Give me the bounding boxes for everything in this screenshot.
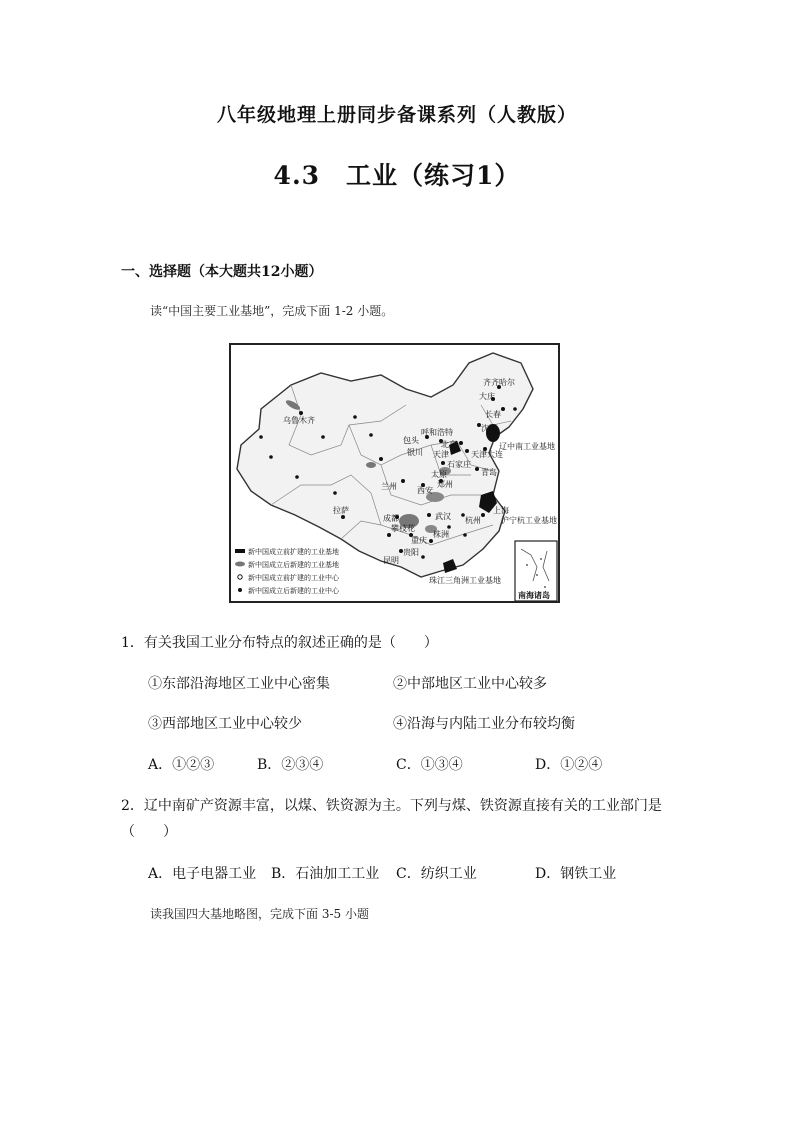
label-zhuzhou: 株洲 bbox=[433, 530, 449, 539]
label-qingdao: 青岛 bbox=[481, 468, 497, 477]
question-2-stem: 2．辽中南矿产资源丰富，以煤、铁资源为主。下列与煤、铁资源直接有关的工业部门是 bbox=[121, 798, 662, 814]
question-1-stem: 1．有关我国工业分布特点的叙述正确的是（ ） bbox=[121, 635, 438, 651]
label-tianjin-2: 天津 bbox=[471, 450, 487, 459]
label-changchun: 长春 bbox=[485, 410, 501, 419]
q1-statement-3: ③西部地区工业中心较少 bbox=[148, 716, 302, 732]
label-shenyang: 沈阳 bbox=[481, 424, 497, 433]
label-hangzhou: 杭州 bbox=[465, 516, 481, 525]
legend-item-2: 新中国成立后新建的工业基地 bbox=[248, 561, 339, 569]
q1-statement-1: ①东部沿海地区工业中心密集 bbox=[148, 676, 330, 692]
series-title: 八年级地理上册同步备课系列（人教版） bbox=[216, 104, 577, 126]
label-lanzhou: 兰州 bbox=[381, 482, 397, 491]
label-beijing: 北京 bbox=[441, 440, 457, 449]
legend-item-3: 新中国成立前扩建的工业中心 bbox=[248, 574, 339, 582]
map-legend bbox=[235, 547, 340, 595]
label-huning: 沪宁杭工业基地 bbox=[501, 516, 557, 525]
label-hohhot: 呼和浩特 bbox=[421, 428, 453, 437]
label-dalian: 大连 bbox=[487, 450, 503, 459]
q2-option-a[interactable]: A．电子电器工业 bbox=[148, 866, 257, 882]
label-zhengzhou: 郑州 bbox=[437, 480, 453, 489]
china-industrial-map bbox=[229, 343, 560, 603]
lesson-title: 4.3 工业（练习1） bbox=[273, 161, 521, 190]
legend-item-1: 新中国成立前扩建的工业基地 bbox=[248, 548, 339, 556]
label-xian: 西安 bbox=[417, 486, 433, 495]
q1-statement-2: ②中部地区工业中心较多 bbox=[393, 676, 547, 692]
label-guiyang: 贵阳 bbox=[403, 548, 419, 557]
label-shanghai: 上海 bbox=[493, 506, 509, 515]
label-wuhan: 武汉 bbox=[435, 512, 451, 521]
label-south-sea: 南海诸岛 bbox=[518, 591, 550, 600]
label-baotou: 包头 bbox=[403, 436, 419, 445]
label-chengdu: 成都 bbox=[383, 514, 399, 523]
label-tianjin: 天津 bbox=[433, 450, 449, 459]
q1-option-d[interactable]: D．①②④ bbox=[535, 757, 603, 773]
label-shijiazhuang: 石家庄 bbox=[447, 460, 471, 469]
label-urumqi: 乌鲁木齐 bbox=[283, 416, 315, 425]
q2-option-b[interactable]: B．石油加工工业 bbox=[271, 866, 380, 882]
question-2-stem-cont: （ ） bbox=[121, 824, 177, 840]
label-daqing: 大庆 bbox=[479, 392, 495, 401]
q1-option-b[interactable]: B．②③④ bbox=[257, 757, 324, 773]
label-pearl-base: 珠江三角洲工业基地 bbox=[429, 576, 501, 585]
label-panzhihua: 攀枝花 bbox=[391, 524, 415, 533]
map-drawing bbox=[231, 345, 558, 601]
q1-option-c[interactable]: C．①③④ bbox=[396, 757, 463, 773]
label-taiyuan: 太原 bbox=[431, 470, 447, 479]
legend-item-4: 新中国成立后新建的工业中心 bbox=[248, 587, 339, 595]
label-lhasa: 拉萨 bbox=[333, 506, 349, 515]
label-kunming: 昆明 bbox=[383, 556, 399, 565]
instruction-1: 读“中国主要工业基地”，完成下面 1-2 小题。 bbox=[150, 304, 394, 318]
label-yinchuan: 银川 bbox=[407, 448, 423, 457]
q2-option-c[interactable]: C．纺织工业 bbox=[396, 866, 477, 882]
q2-option-d[interactable]: D．钢铁工业 bbox=[535, 866, 617, 882]
label-qiqihar: 齐齐哈尔 bbox=[483, 378, 515, 387]
label-chongqing: 重庆 bbox=[411, 536, 427, 545]
label-liaozhongnan: 辽中南工业基地 bbox=[499, 442, 555, 451]
instruction-2: 读我国四大基地略图，完成下面 3-5 小题 bbox=[150, 907, 369, 921]
q1-option-a[interactable]: A．①②③ bbox=[148, 757, 215, 773]
q1-statement-4: ④沿海与内陆工业分布较均衡 bbox=[393, 716, 575, 732]
section-heading: 一、选择题（本大题共12小题） bbox=[121, 264, 323, 280]
